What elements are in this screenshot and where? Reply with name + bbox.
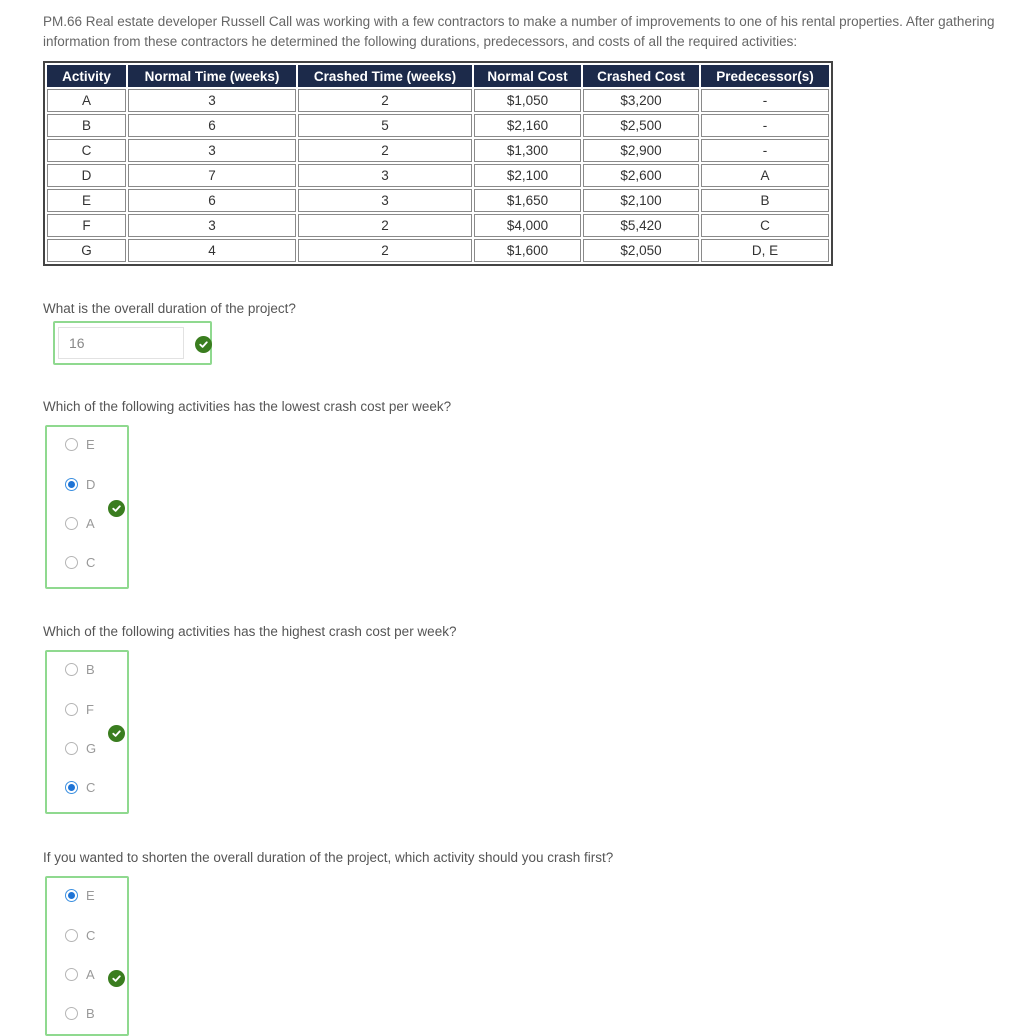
table-cell: D: [47, 164, 126, 187]
table-cell: $2,100: [474, 164, 581, 187]
option-label: G: [86, 740, 97, 756]
radio-button[interactable]: [65, 517, 78, 530]
table-header-row: [47, 65, 829, 87]
table-cell: -: [701, 114, 829, 137]
q4-option-e[interactable]: [65, 886, 95, 904]
column-header: Crashed Cost: [583, 65, 699, 87]
table-cell: $2,600: [583, 164, 699, 187]
q4-option-b[interactable]: [65, 1004, 95, 1022]
table-row: [47, 164, 829, 187]
q2-option-c[interactable]: [65, 553, 95, 571]
q2-options-box: [45, 425, 129, 589]
table-cell: 6: [128, 189, 296, 212]
table-cell: A: [47, 89, 126, 112]
question-duration: What is the overall duration of the project?: [43, 301, 296, 316]
q2-option-d[interactable]: [65, 475, 95, 493]
table-cell: $2,160: [474, 114, 581, 137]
table-cell: 2: [298, 239, 472, 262]
table-cell: 3: [128, 214, 296, 237]
table-row: [47, 89, 829, 112]
table-cell: $2,050: [583, 239, 699, 262]
table-cell: $2,100: [583, 189, 699, 212]
table-cell: $2,900: [583, 139, 699, 162]
option-label: A: [86, 966, 95, 982]
table-cell: E: [47, 189, 126, 212]
q2-option-e[interactable]: [65, 435, 95, 453]
table-cell: 5: [298, 114, 472, 137]
radio-button[interactable]: [65, 968, 78, 981]
option-label: C: [86, 554, 96, 570]
table-cell: -: [701, 89, 829, 112]
check-circle-icon: [108, 970, 125, 987]
q4-options-box: [45, 876, 129, 1036]
problem-intro: PM.66 Real estate developer Russell Call was working with a few contractors to make a number of improvements to one of his rental properties. After gathering information from these contractors he determined the following durations, predecessors, and costs of all the required activities:: [43, 14, 995, 49]
check-circle-icon: [195, 336, 212, 353]
table-row: [47, 139, 829, 162]
table-cell: 3: [298, 189, 472, 212]
table-cell: B: [701, 189, 829, 212]
column-header: Normal Cost: [474, 65, 581, 87]
table-cell: 7: [128, 164, 296, 187]
duration-answer-box: [53, 321, 212, 365]
q4-option-a[interactable]: [65, 965, 95, 983]
check-circle-icon: [108, 500, 125, 517]
radio-button[interactable]: [65, 781, 78, 794]
q3-option-b[interactable]: [65, 660, 95, 678]
option-label: A: [86, 515, 95, 531]
table-row: [47, 239, 829, 262]
q3-option-f[interactable]: [65, 700, 94, 718]
check-circle-icon: [108, 725, 125, 742]
radio-button[interactable]: [65, 438, 78, 451]
radio-button[interactable]: [65, 889, 78, 902]
question-crash-first: If you wanted to shorten the overall duration of the project, which activity should you crash first?: [43, 850, 614, 865]
table-row: [47, 214, 829, 237]
radio-button[interactable]: [65, 478, 78, 491]
table-cell: -: [701, 139, 829, 162]
q3-option-c[interactable]: [65, 778, 95, 796]
option-label: C: [86, 927, 96, 943]
q4-option-c[interactable]: [65, 926, 95, 944]
table-cell: $1,050: [474, 89, 581, 112]
column-header: Activity: [47, 65, 126, 87]
table-cell: 6: [128, 114, 296, 137]
table-cell: B: [47, 114, 126, 137]
table-cell: 3: [128, 89, 296, 112]
table-cell: C: [47, 139, 126, 162]
table-cell: 4: [128, 239, 296, 262]
duration-input[interactable]: [58, 327, 184, 359]
radio-button[interactable]: [65, 556, 78, 569]
table-cell: $4,000: [474, 214, 581, 237]
table-cell: C: [701, 214, 829, 237]
table-cell: F: [47, 214, 126, 237]
option-label: B: [86, 1005, 95, 1021]
radio-button[interactable]: [65, 929, 78, 942]
radio-button[interactable]: [65, 703, 78, 716]
table-row: [47, 114, 829, 137]
table-cell: A: [701, 164, 829, 187]
table-cell: $1,300: [474, 139, 581, 162]
option-label: E: [86, 887, 95, 903]
table-cell: $1,650: [474, 189, 581, 212]
table-cell: 2: [298, 89, 472, 112]
table-cell: $3,200: [583, 89, 699, 112]
table-row: [47, 189, 829, 212]
table-cell: 3: [128, 139, 296, 162]
option-label: C: [86, 779, 96, 795]
column-header: Crashed Time (weeks): [298, 65, 472, 87]
option-label: B: [86, 661, 95, 677]
option-label: F: [86, 701, 94, 717]
table-cell: 2: [298, 214, 472, 237]
radio-button[interactable]: [65, 1007, 78, 1020]
question-lowest-crash-cost: Which of the following activities has the lowest crash cost per week?: [43, 399, 452, 414]
table-cell: 3: [298, 164, 472, 187]
option-label: D: [86, 476, 96, 492]
column-header: Predecessor(s): [701, 65, 829, 87]
q2-option-a[interactable]: [65, 514, 95, 532]
option-label: E: [86, 436, 95, 452]
column-header: Normal Time (weeks): [128, 65, 296, 87]
question-highest-crash-cost: Which of the following activities has the highest crash cost per week?: [43, 624, 457, 639]
q3-option-g[interactable]: [65, 739, 96, 757]
table-cell: G: [47, 239, 126, 262]
table-cell: $5,420: [583, 214, 699, 237]
table-cell: $1,600: [474, 239, 581, 262]
table-cell: $2,500: [583, 114, 699, 137]
radio-button[interactable]: [65, 663, 78, 676]
q3-options-box: [45, 650, 129, 814]
radio-button[interactable]: [65, 742, 78, 755]
activity-table: [43, 61, 833, 266]
table-cell: D, E: [701, 239, 829, 262]
table-cell: 2: [298, 139, 472, 162]
